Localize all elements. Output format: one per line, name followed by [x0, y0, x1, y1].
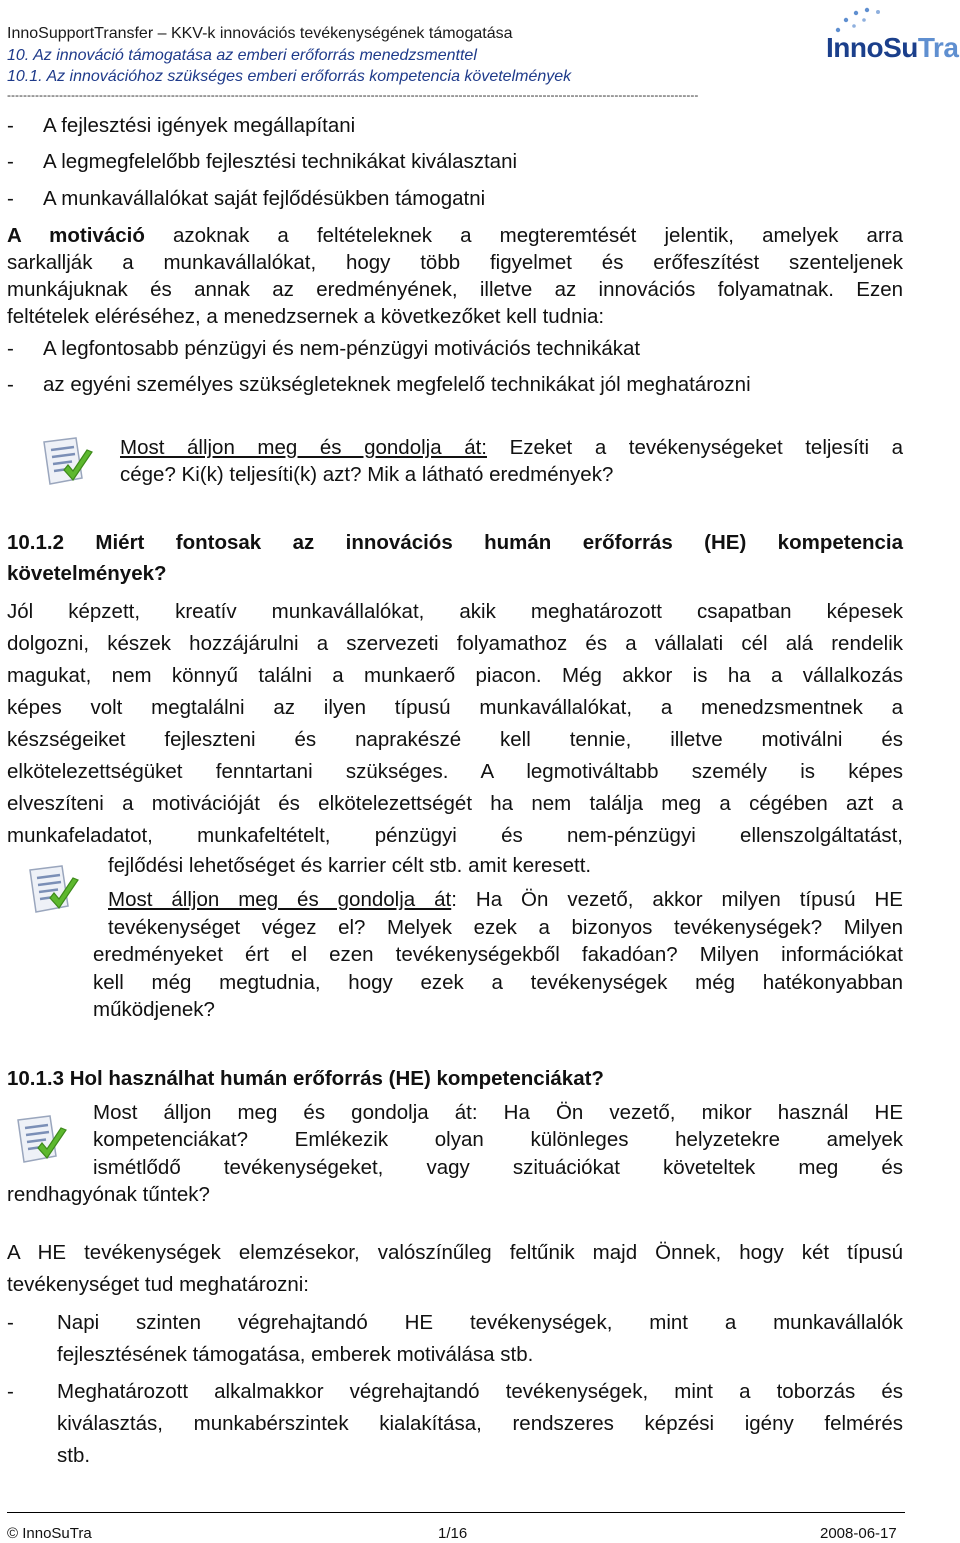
header-title: InnoSupportTransfer – KKV-k innovációs tevékenységének támogatása [7, 25, 513, 42]
reflection-line: rendhagyónak tűntek? [7, 1183, 210, 1206]
reflection-line: Most álljon meg és gondolja át: Ezeket a tevékenységeket teljesíti a [120, 436, 903, 459]
footer-date: 2008-06-17 [820, 1525, 897, 1542]
section-heading: 10.1.3 Hol használhat humán erőforrás (HE) kompetenciákat? [7, 1067, 604, 1090]
header-dash-rule: ----------------------------------------------------------------------------------------------------------------------------------------------------------------------------- [7, 88, 699, 102]
paragraph-line: dolgozni, készek hozzájárulni a szervezeti folyamathoz és a vállalati cél alá rendelik [7, 632, 903, 655]
bullet-item: - A munkavállalókat saját fejlődésükben támogatni [7, 187, 486, 210]
reflection-checklist-icon [12, 1112, 70, 1170]
reflection-checklist-icon [38, 434, 96, 492]
bullet-text-line: Napi szinten végrehajtandó HE tevékenységek, mint a munkavállalók [57, 1311, 903, 1334]
reflection-line: Most álljon meg és gondolja át: Ha Ön vezető, mikor használ HE [93, 1101, 903, 1124]
footer-page-number: 1/16 [438, 1525, 468, 1542]
reflection-line: Most álljon meg és gondolja át: Ha Ön vezető, akkor milyen típusú HE [108, 888, 903, 911]
section-heading: követelmények? [7, 562, 167, 585]
header-section: 10.1. Az innovációhoz szükséges emberi erőforrás kompetencia követelmények [7, 68, 572, 85]
reflection-line: ismétlődő tevékenységeket, vagy szituációkat követeltek meg és [93, 1156, 903, 1179]
paragraph-line: munkájuknak és annak az eredményének, illetve az innovációs folyamatnak. Ezen [7, 278, 903, 301]
paragraph-line: feltételek eléréséhez, a menedzsernek a következőket kell tudnia: [7, 305, 605, 328]
paragraph-line: sarkallják a munkavállalókat, hogy több figyelmet és erőfeszítést szenteljenek [7, 251, 903, 274]
reflection-line: cége? Ki(k) teljesíti(k) azt? Mik a látható eredmények? [120, 463, 614, 486]
footer-copyright: © InnoSuTra [7, 1525, 92, 1542]
paragraph-line: munkafeladatot, munkafeltételt, pénzügyi és nem-pénzügyi ellenszolgáltatást, [7, 824, 903, 847]
bullet-text-line: stb. [57, 1444, 91, 1467]
footer-rule [7, 1512, 905, 1513]
bullet-text-line: kiválasztás, munkabérszintek kialakítása, rendszeres képzési igény felmérés [57, 1412, 903, 1435]
bullet-item: - [7, 1311, 14, 1334]
bullet-item: - A legmegfelelőbb fejlesztési technikákat kiválasztani [7, 150, 518, 173]
paragraph-line: elkötelezettségüket fenntartani szükséges. A legmotiváltabb személy is képes [7, 760, 903, 783]
reflection-line: tevékenységet végez el? Melyek ezek a bizonyos tevékenységek? Milyen [108, 916, 903, 939]
reflection-line: eredményeket ért el ezen tevékenységekből fakadóan? Milyen információkat [93, 943, 903, 966]
reflection-line: működjenek? [93, 998, 215, 1021]
paragraph-line: képes volt megtalálni az ilyen típusú munkavállalókat, a menedzsmentnek a [7, 696, 903, 719]
reflection-line: kompetenciákat? Emlékezik olyan különleges helyzetekre amelyek [93, 1128, 903, 1151]
paragraph-line: tevékenységet tud meghatározni: [7, 1273, 309, 1296]
paragraph-line: A motiváció azoknak a feltételeknek a megteremtését jelentik, amelyek arra [7, 224, 903, 247]
paragraph-line: fejlődési lehetőséget és karrier célt stb. amit keresett. [108, 854, 592, 877]
bullet-text-line: fejlesztésének támogatása, emberek motiválása stb. [57, 1343, 534, 1366]
bullet-item: - [7, 1380, 14, 1403]
paragraph-line: készségeiket fejleszteni és naprakészé kell tennie, illetve motiválni és [7, 728, 903, 751]
paragraph-line: Jól képzett, kreatív munkavállalókat, akik meghatározott csapatban képesek [7, 600, 903, 623]
paragraph-line: A HE tevékenységek elemzésekor, valószínűleg feltűnik majd Önnek, hogy két típusú [7, 1241, 903, 1264]
logo-wordmark: InnoSuTra [826, 32, 959, 63]
innosutra-logo [826, 6, 958, 68]
paragraph-line: magukat, nem könnyű találni a munkaerő piacon. Még akkor is ha a vállalkozás [7, 664, 903, 687]
header-chapter: 10. Az innováció támogatása az emberi erőforrás menedzsmenttel [7, 47, 477, 64]
bullet-item: - A fejlesztési igények megállapítani [7, 114, 356, 137]
section-heading: 10.1.2 Miért fontosak az innovációs humán erőforrás (HE) kompetencia [7, 531, 903, 554]
reflection-line: kell még megtudnia, hogy ezek a tevékenységek még hatékonyabban [93, 971, 903, 994]
reflection-checklist-icon [24, 862, 82, 920]
paragraph-line: elveszíteni a motivációját és elkötelezettségét ha nem találja meg a cégében azt a [7, 792, 903, 815]
bullet-item: - az egyéni személyes szükségleteknek megfelelő technikákat jól meghatározni [7, 373, 751, 396]
bullet-item: - A legfontosabb pénzügyi és nem-pénzügyi motivációs technikákat [7, 337, 641, 360]
bullet-text-line: Meghatározott alkalmakkor végrehajtandó tevékenységek, mint a toborzás és [57, 1380, 903, 1403]
